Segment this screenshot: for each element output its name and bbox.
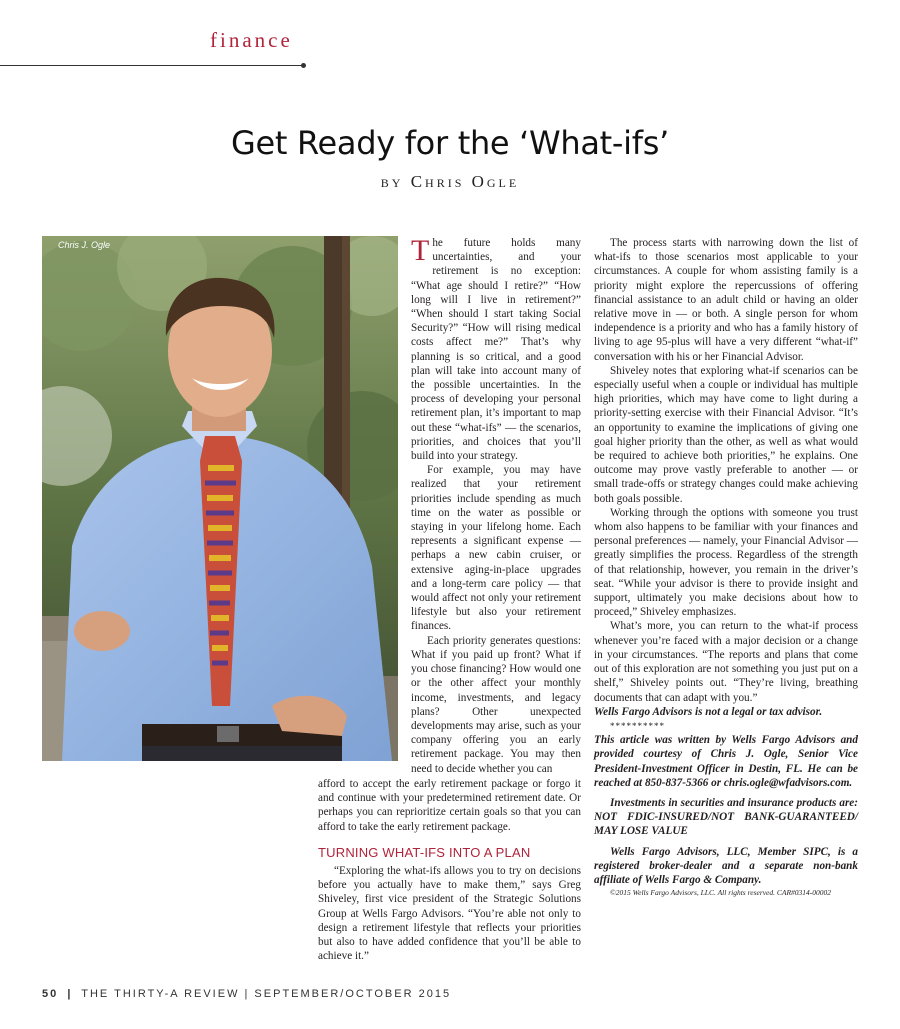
broker-disclaimer: Wells Fargo Advisors, LLC, Member SIPC, is a registered broker-dealer and a separate non-bank affiliate of Wells Fargo & Company. — [594, 845, 858, 886]
paragraph-intro-text: he future holds many uncertainties, and your retirement is no exception: “What age should I retire?” “How long will I live in retirement?” “When should I start taking Social Security?” “How will rising medical costs affect me?” That’s why planning is so critical, and a good plan will take into account many of the possible uncertainties. In the process of developing your personal retirement plan, it’s important to map out these “what-ifs” — the scenarios, priorities, and choices that you’ll build into your strategy. — [411, 237, 581, 463]
author-credit-note: This article was written by Wells Fargo Advisors and provided courtesy of Chris J. Ogle, Senior Vice President-Investment Officer in Destin, FL. He can be reached at 850-837-5366 or chris.ogle@wfadvisors.com. — [594, 734, 858, 789]
paragraph-continued: afford to accept the early retirement package or forgo it and continue with your predetermined retirement date. Or perhaps you can reprioritize certain goals so that you can afford to take the early retirement package. — [318, 778, 581, 833]
paragraph: The process starts with narrowing down the list of what-ifs to those scenarios most applicable to your circumstances. A couple for whom assisting family is a priority might explore the repercussions of offering financial assistance to an adult child or having an older relative move in — or both. A single person for whom independence is a priority and who has a family history of living to age 95-plus will have a very different “what-if” conversation with his or her Financial Advisor. — [594, 237, 858, 363]
author-photo-illustration — [42, 236, 398, 761]
paragraph: What’s more, you can return to the what-if process whenever you’re faced with a major decision or a change in your circumstances. “The reports and plans that come out of this exploration are not something you just put on a shelf,” Shiveley points out. “They’re living, breathing documents that can adapt with you.” — [594, 620, 858, 704]
drop-cap: T — [411, 234, 430, 267]
copyright-line: ©2015 Wells Fargo Advisors, LLC. All rights reserved. CAR#0314-00002 — [610, 888, 832, 898]
paragraph: “Exploring the what-ifs allows you to try on decisions before you actually have to make them,” says Greg Shiveley, first vice president of the Strategic Solutions Group at Wells Fargo Advisors. “You’re able not only to design a retirement lifestyle that reflects your priorities but also to have added confidence that you’ll be able to achieve it.” — [318, 865, 581, 963]
paragraph: For example, you may have realized that your retirement priorities include spending as much time on the water as possible or staying in your lifelong home. Each represents a significant expense — perhaps a new cabin cruiser, or extensive aging-in-place upgrades and a long-term care policy — that would affect not only your retirement lifestyle but also your retirement finances. — [411, 464, 581, 633]
investment-disclaimer: Investments in securities and insurance products are: NOT FDIC-INSURED/NOT BANK-GUARANTEED/ MAY LOSE VALUE — [594, 796, 858, 838]
page-number: 50 — [42, 988, 59, 1000]
page-footer — [42, 988, 451, 1000]
article-title: Get Ready for the ‘What-ifs’ — [231, 124, 669, 162]
paragraph-intro — [411, 236, 581, 463]
byline-prefix: BY — [380, 176, 404, 190]
tax-advisor-note: Wells Fargo Advisors is not a legal or tax advisor. — [594, 705, 823, 718]
paragraph: Each priority generates questions: What if you paid up front? What if you chose financing? How would one or the other affect your monthly income, investments, and legacy plans? Other unexpected developments may arise, such as your company offering you an early retirement package. You may then need to decide whether you can — [411, 634, 581, 775]
publication-info: THE THIRTY-A REVIEW | SEPTEMBER/OCTOBER 2015 — [81, 988, 452, 1000]
author-photo — [42, 236, 398, 761]
subheading: TURNING WHAT-IFS INTO A PLAN — [318, 844, 531, 860]
paragraph: Working through the options with someone you trust whom also happens to be familiar with your finances and personal preferences — namely, your Financial Advisor — greatly simplifies the process. Regardless of the strength of that relationship, however, you remain in the driver’s seat. “While your advisor is there to provide insight and support, ultimately you make decisions about how to proceed,” Shiveley emphasizes. — [594, 506, 858, 619]
body-column-1-top — [411, 236, 581, 776]
body-column-2 — [594, 236, 858, 898]
section-divider-dot — [301, 63, 306, 68]
footer-separator: | — [67, 988, 73, 1000]
paragraph: Shiveley notes that exploring what-if scenarios can be especially useful when a couple or individual has multiple high priorities, which may have come to light during a priority-setting exercise with their Financial Advisor. “It’s an opportunity to examine the implications of giving one goal higher priority than the other, as well as what would be required to achieve both priorities,” he explains. One outcome may prove vastly preferable to another — or small trade-offs or strategy changes could make achieving both goals possible. — [594, 364, 858, 505]
body-column-1-bottom — [318, 777, 581, 963]
byline — [0, 172, 900, 192]
section-divider — [0, 65, 305, 66]
section-label: finance — [210, 28, 293, 52]
byline-author: Chris Ogle — [410, 172, 520, 191]
separator-stars: ********** — [610, 720, 665, 731]
photo-credit: Chris J. Ogle — [58, 240, 111, 250]
